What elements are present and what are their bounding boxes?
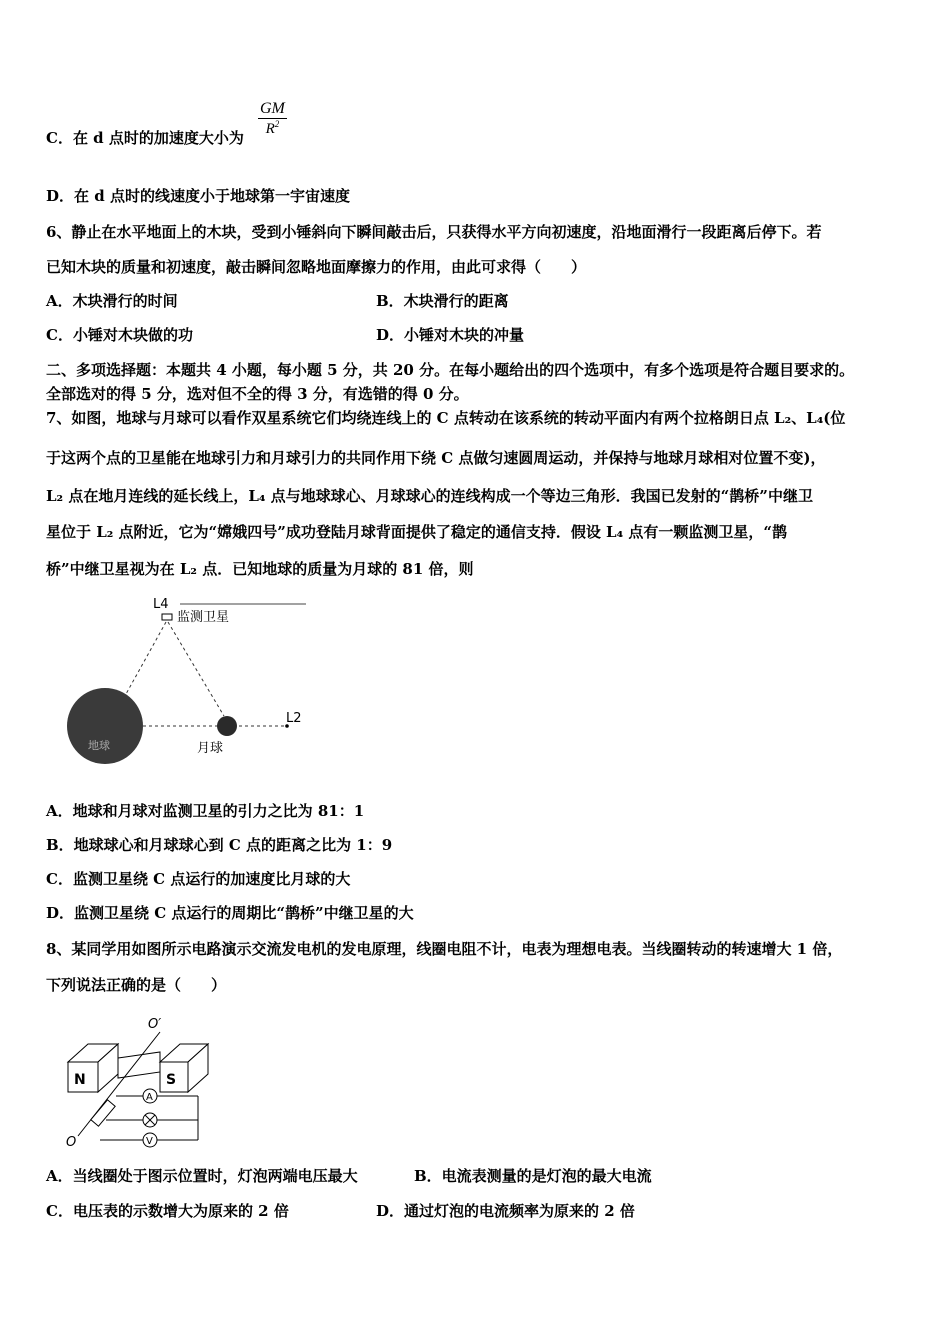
q8-stem-line2: 下列说法正确的是（ ） [46, 976, 227, 994]
moon-icon [217, 716, 237, 736]
coil [118, 1052, 160, 1078]
satellite-icon [162, 614, 172, 620]
section2-heading-line1: 二、多项选择题：本题共 4 小题，每小题 5 分，共 20 分。在每小题给出的四个选项中，有多个选项是符合题目要求的。 [46, 361, 855, 379]
earth-icon [67, 688, 143, 764]
q7-option-b: B．地球球心和月球球心到 C 点的距离之比为 1：9 [46, 836, 393, 854]
fraction-numerator: GM [260, 100, 285, 117]
axis-o-label: O [66, 1135, 77, 1150]
q6-option-a: A．木块滑行的时间 [46, 292, 178, 310]
earth-moon-diagram [60, 592, 320, 772]
fraction-denominator: $R^2$ [265, 119, 280, 137]
q6-option-b: B．木块滑行的距离 [376, 292, 509, 310]
q7-option-c: C．监测卫星绕 C 点运行的加速度比月球的大 [46, 870, 351, 888]
q5-fraction [258, 100, 287, 138]
q7-option-d: D．监测卫星绕 C 点运行的周期比“鹊桥”中继卫星的大 [46, 904, 414, 922]
voltmeter-label: V [146, 1136, 153, 1147]
section2-heading-line2: 全部选对的得 5 分，选对但不全的得 3 分，有选错的得 0 分。 [46, 385, 469, 403]
q8-stem-line1: 8、某同学用如图所示电路演示交流发电机的发电原理，线圈电阻不计，电表为理想电表。当线圈转动的转速增大 1 倍， [46, 940, 843, 958]
q7-stem-line1: 7、如图，地球与月球可以看作双星系统它们均绕连线上的 C 点转动在该系统的转动平面内有两个拉格朗日点 L₂、L₄(位 [46, 409, 846, 427]
earth-label: 地球 [88, 739, 110, 752]
satellite-label: 监测卫星 [177, 610, 230, 625]
q7-stem-line5: 桥”中继卫星视为在 L₂ 点．已知地球的质量为月球的 81 倍，则 [46, 560, 474, 578]
q5-option-d: D．在 d 点时的线速度小于地球第一宇宙速度 [46, 187, 350, 205]
moon-label: 月球 [197, 741, 224, 756]
q8-option-a: A．当线圈处于图示位置时，灯泡两端电压最大 [46, 1167, 358, 1185]
q6-option-d: D．小锤对木块的冲量 [376, 326, 525, 344]
n-pole-label: N [74, 1072, 86, 1088]
q8-option-d: D．通过灯泡的电流频率为原来的 2 倍 [376, 1202, 635, 1220]
q6-stem-line1: 6、静止在水平地面上的木块，受到小锤斜向下瞬间敲击后，只获得水平方向初速度，沿地面滑行一段距离后停下。若 [46, 223, 822, 241]
dashed-line-moon-l4 [168, 622, 224, 716]
dashed-line-earth-l4 [126, 622, 166, 694]
q8-option-b: B．电流表测量的是灯泡的最大电流 [414, 1167, 652, 1185]
generator-circuit-diagram [60, 1012, 230, 1150]
axis-o-prime-label: O′ [148, 1017, 162, 1032]
q8-option-c: C．电压表的示数增大为原来的 2 倍 [46, 1202, 289, 1220]
q7-stem-line4: 星位于 L₂ 点附近，它为“嫦娥四号”成功登陆月球背面提供了稳定的通信支持．假设 L₄ 点有一颗监测卫星，“鹊 [46, 523, 788, 541]
q7-stem-line3: L₂ 点在地月连线的延长线上，L₄ 点与地球球心、月球球心的连线构成一个等边三角形．我国已发射的“鹊桥”中继卫 [46, 487, 813, 505]
q7-option-a: A．地球和月球对监测卫星的引力之比为 81：1 [46, 802, 365, 820]
q7-stem-line2: 于这两个点的卫星能在地球引力和月球引力的共同作用下绕 C 点做匀速圆周运动，并保持与地球月球相对位置不变)， [46, 449, 826, 467]
q6-stem-line2: 已知木块的质量和初速度，敲击瞬间忽略地面摩擦力的作用，由此可求得（ ） [46, 258, 587, 276]
ammeter-label: A [146, 1092, 153, 1103]
s-pole-label: S [166, 1072, 177, 1088]
q6-option-c: C．小锤对木块做的功 [46, 326, 193, 344]
l2-label: L2 [286, 711, 302, 726]
l4-label: L4 [153, 597, 169, 612]
q5-option-c: C．在 d 点时的加速度大小为 [46, 129, 244, 147]
